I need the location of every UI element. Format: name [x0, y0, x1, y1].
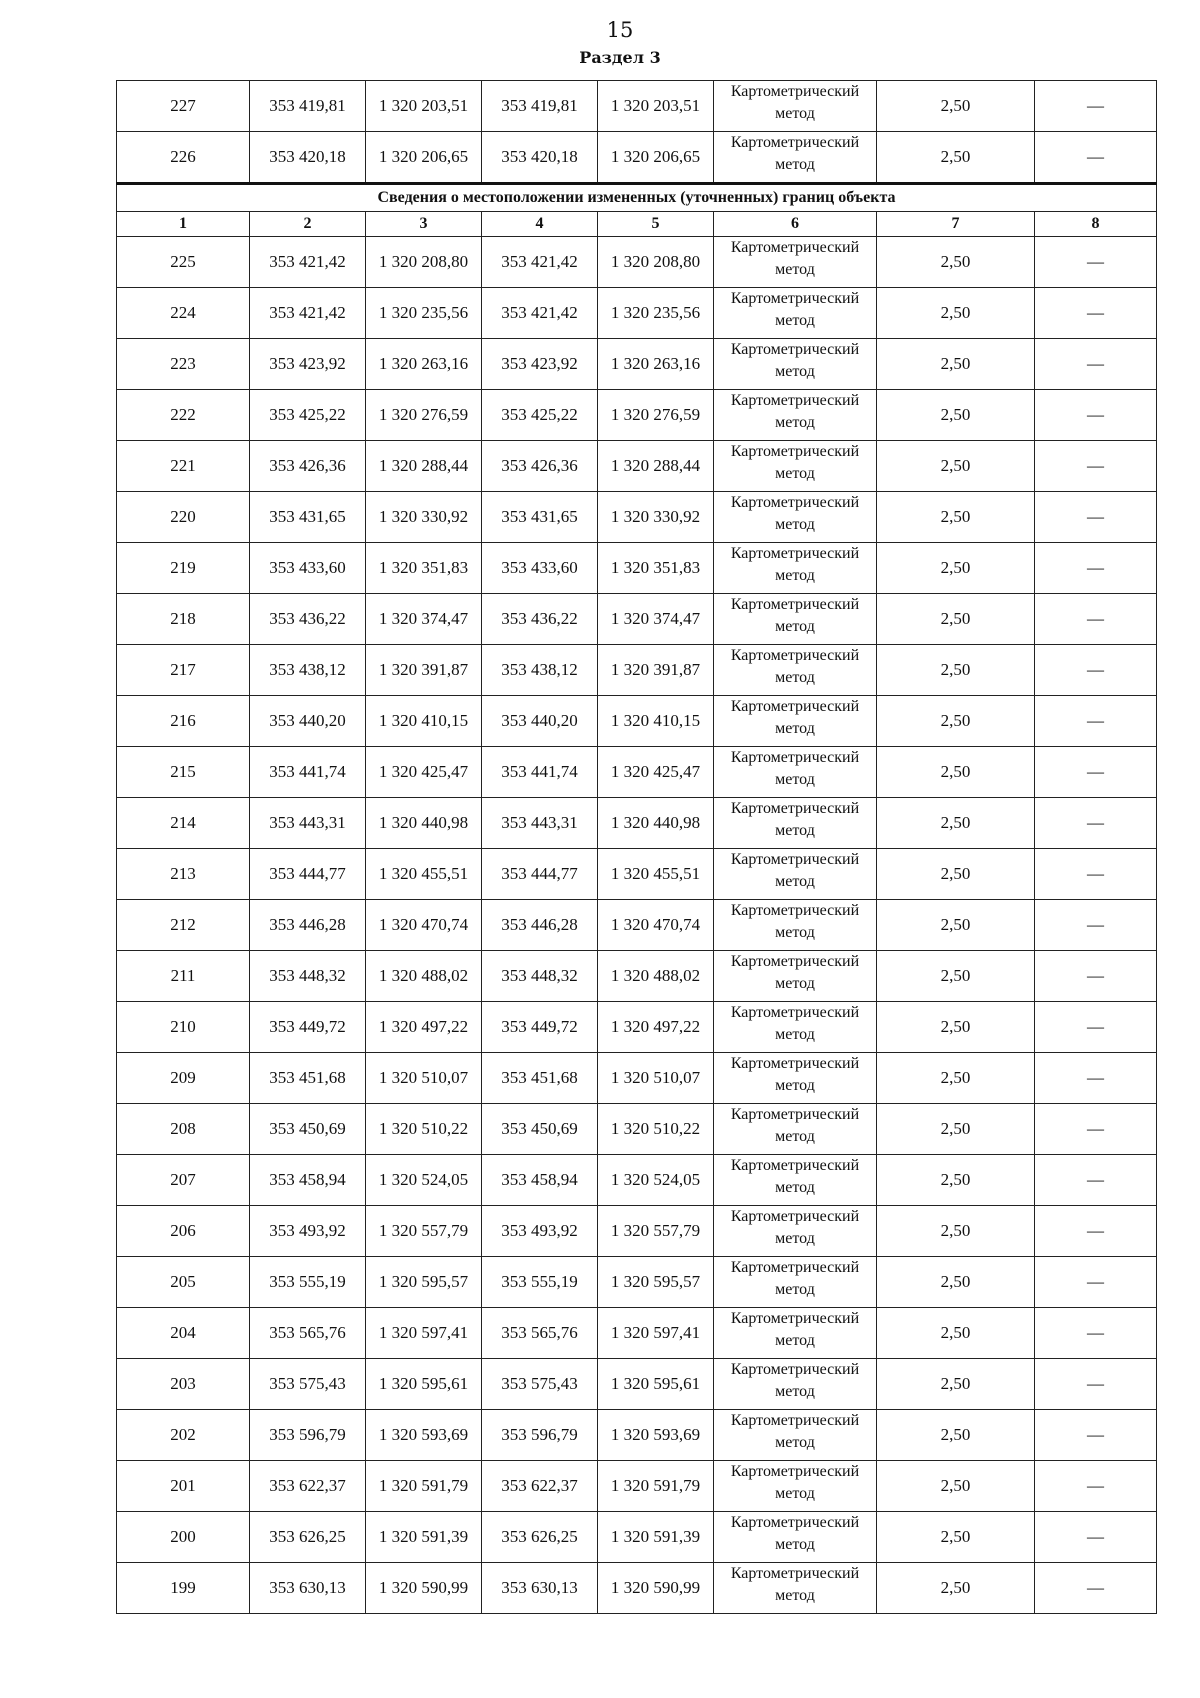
accuracy-cell: 2,50 [877, 339, 1035, 390]
existing-y-cell: 1 320 351,83 [366, 543, 482, 594]
existing-x-cell: 353 423,92 [250, 339, 366, 390]
description-cell: — [1035, 543, 1157, 594]
updated-y-cell: 1 320 455,51 [598, 849, 714, 900]
description-cell: — [1035, 1461, 1157, 1512]
method-cell: Картометрический метод [714, 1257, 877, 1308]
existing-y-cell: 1 320 455,51 [366, 849, 482, 900]
updated-x-cell: 353 458,94 [482, 1155, 598, 1206]
updated-x-cell: 353 419,81 [482, 81, 598, 132]
description-cell: — [1035, 951, 1157, 1002]
description-cell: — [1035, 1308, 1157, 1359]
previous-section-rows [117, 81, 1157, 184]
description-cell: — [1035, 798, 1157, 849]
description-cell: — [1035, 390, 1157, 441]
existing-x-cell: 353 449,72 [250, 1002, 366, 1053]
updated-y-cell: 1 320 470,74 [598, 900, 714, 951]
table-row [117, 132, 1157, 184]
description-cell: — [1035, 900, 1157, 951]
point-number-cell: 207 [117, 1155, 250, 1206]
accuracy-cell: 2,50 [877, 81, 1035, 132]
method-cell: Картометрический метод [714, 798, 877, 849]
accuracy-cell: 2,50 [877, 1206, 1035, 1257]
table-row [117, 1461, 1157, 1512]
accuracy-cell: 2,50 [877, 747, 1035, 798]
table-row [117, 951, 1157, 1002]
existing-y-cell: 1 320 203,51 [366, 81, 482, 132]
existing-x-cell: 353 431,65 [250, 492, 366, 543]
updated-x-cell: 353 444,77 [482, 849, 598, 900]
updated-x-cell: 353 575,43 [482, 1359, 598, 1410]
accuracy-cell: 2,50 [877, 951, 1035, 1002]
table-row [117, 288, 1157, 339]
table-row [117, 1512, 1157, 1563]
updated-x-cell: 353 448,32 [482, 951, 598, 1002]
existing-y-cell: 1 320 597,41 [366, 1308, 482, 1359]
description-cell: — [1035, 1359, 1157, 1410]
description-cell: — [1035, 81, 1157, 132]
method-cell: Картометрический метод [714, 696, 877, 747]
existing-x-cell: 353 426,36 [250, 441, 366, 492]
updated-y-cell: 1 320 203,51 [598, 81, 714, 132]
accuracy-cell: 2,50 [877, 492, 1035, 543]
accuracy-cell: 2,50 [877, 1563, 1035, 1614]
description-cell: — [1035, 1257, 1157, 1308]
table-row [117, 798, 1157, 849]
accuracy-cell: 2,50 [877, 594, 1035, 645]
point-number-cell: 221 [117, 441, 250, 492]
existing-x-cell: 353 626,25 [250, 1512, 366, 1563]
method-cell: Картометрический метод [714, 1053, 877, 1104]
updated-y-cell: 1 320 351,83 [598, 543, 714, 594]
existing-x-cell: 353 451,68 [250, 1053, 366, 1104]
method-cell: Картометрический метод [714, 1206, 877, 1257]
updated-x-cell: 353 441,74 [482, 747, 598, 798]
existing-y-cell: 1 320 595,61 [366, 1359, 482, 1410]
table-row [117, 1155, 1157, 1206]
existing-x-cell: 353 425,22 [250, 390, 366, 441]
updated-x-cell: 353 443,31 [482, 798, 598, 849]
table-row [117, 1359, 1157, 1410]
updated-y-cell: 1 320 206,65 [598, 132, 714, 184]
column-number: 7 [877, 212, 1035, 237]
existing-x-cell: 353 448,32 [250, 951, 366, 1002]
point-number-cell: 216 [117, 696, 250, 747]
updated-x-cell: 353 451,68 [482, 1053, 598, 1104]
section-heading-block [117, 184, 1157, 237]
table-row [117, 492, 1157, 543]
point-number-cell: 205 [117, 1257, 250, 1308]
column-numbers-row [117, 212, 1157, 237]
existing-y-cell: 1 320 440,98 [366, 798, 482, 849]
column-number: 1 [117, 212, 250, 237]
point-number-cell: 209 [117, 1053, 250, 1104]
table-row [117, 81, 1157, 132]
table-row [117, 645, 1157, 696]
table-row [117, 1053, 1157, 1104]
updated-x-cell: 353 438,12 [482, 645, 598, 696]
column-number: 2 [250, 212, 366, 237]
description-cell: — [1035, 645, 1157, 696]
existing-y-cell: 1 320 410,15 [366, 696, 482, 747]
existing-x-cell: 353 493,92 [250, 1206, 366, 1257]
table-row [117, 441, 1157, 492]
updated-x-cell: 353 431,65 [482, 492, 598, 543]
table-row [117, 390, 1157, 441]
accuracy-cell: 2,50 [877, 1155, 1035, 1206]
method-cell: Картометрический метод [714, 1359, 877, 1410]
column-number: 3 [366, 212, 482, 237]
method-cell: Картометрический метод [714, 1410, 877, 1461]
existing-y-cell: 1 320 595,57 [366, 1257, 482, 1308]
table-row [117, 237, 1157, 288]
existing-y-cell: 1 320 263,16 [366, 339, 482, 390]
table-row [117, 339, 1157, 390]
method-cell: Картометрический метод [714, 645, 877, 696]
updated-x-cell: 353 565,76 [482, 1308, 598, 1359]
point-number-cell: 225 [117, 237, 250, 288]
updated-x-cell: 353 446,28 [482, 900, 598, 951]
table-row [117, 1563, 1157, 1614]
method-cell: Картометрический метод [714, 849, 877, 900]
updated-y-cell: 1 320 597,41 [598, 1308, 714, 1359]
updated-y-cell: 1 320 374,47 [598, 594, 714, 645]
existing-x-cell: 353 458,94 [250, 1155, 366, 1206]
existing-y-cell: 1 320 557,79 [366, 1206, 482, 1257]
existing-y-cell: 1 320 593,69 [366, 1410, 482, 1461]
point-number-cell: 214 [117, 798, 250, 849]
existing-x-cell: 353 565,76 [250, 1308, 366, 1359]
point-number-cell: 211 [117, 951, 250, 1002]
accuracy-cell: 2,50 [877, 1359, 1035, 1410]
accuracy-cell: 2,50 [877, 1512, 1035, 1563]
updated-y-cell: 1 320 595,61 [598, 1359, 714, 1410]
method-cell: Картометрический метод [714, 288, 877, 339]
method-cell: Картометрический метод [714, 543, 877, 594]
coordinates-table [116, 80, 1157, 1614]
existing-y-cell: 1 320 288,44 [366, 441, 482, 492]
accuracy-cell: 2,50 [877, 237, 1035, 288]
updated-x-cell: 353 426,36 [482, 441, 598, 492]
updated-y-cell: 1 320 488,02 [598, 951, 714, 1002]
existing-x-cell: 353 433,60 [250, 543, 366, 594]
accuracy-cell: 2,50 [877, 1257, 1035, 1308]
point-number-cell: 227 [117, 81, 250, 132]
updated-x-cell: 353 626,25 [482, 1512, 598, 1563]
method-cell: Картометрический метод [714, 1104, 877, 1155]
description-cell: — [1035, 1053, 1157, 1104]
table-row [117, 1308, 1157, 1359]
description-cell: — [1035, 492, 1157, 543]
point-number-cell: 226 [117, 132, 250, 184]
page-number: 15 [606, 18, 634, 42]
description-cell: — [1035, 288, 1157, 339]
column-number: 8 [1035, 212, 1157, 237]
existing-y-cell: 1 320 510,22 [366, 1104, 482, 1155]
updated-x-cell: 353 450,69 [482, 1104, 598, 1155]
description-cell: — [1035, 237, 1157, 288]
description-cell: — [1035, 1512, 1157, 1563]
accuracy-cell: 2,50 [877, 900, 1035, 951]
updated-y-cell: 1 320 288,44 [598, 441, 714, 492]
point-number-cell: 202 [117, 1410, 250, 1461]
method-cell: Картометрический метод [714, 900, 877, 951]
existing-x-cell: 353 438,12 [250, 645, 366, 696]
description-cell: — [1035, 849, 1157, 900]
point-number-cell: 212 [117, 900, 250, 951]
point-number-cell: 215 [117, 747, 250, 798]
updated-y-cell: 1 320 440,98 [598, 798, 714, 849]
existing-y-cell: 1 320 374,47 [366, 594, 482, 645]
column-number: 5 [598, 212, 714, 237]
method-cell: Картометрический метод [714, 1461, 877, 1512]
point-number-cell: 201 [117, 1461, 250, 1512]
point-number-cell: 217 [117, 645, 250, 696]
section-heading: Сведения о местоположении измененных (уточненных) границ объекта [117, 184, 1157, 212]
updated-y-cell: 1 320 557,79 [598, 1206, 714, 1257]
updated-x-cell: 353 420,18 [482, 132, 598, 184]
updated-y-cell: 1 320 391,87 [598, 645, 714, 696]
accuracy-cell: 2,50 [877, 132, 1035, 184]
accuracy-cell: 2,50 [877, 288, 1035, 339]
table-row [117, 849, 1157, 900]
existing-y-cell: 1 320 235,56 [366, 288, 482, 339]
boundary-points-rows [117, 237, 1157, 1614]
accuracy-cell: 2,50 [877, 1053, 1035, 1104]
point-number-cell: 208 [117, 1104, 250, 1155]
existing-y-cell: 1 320 497,22 [366, 1002, 482, 1053]
existing-y-cell: 1 320 590,99 [366, 1563, 482, 1614]
point-number-cell: 219 [117, 543, 250, 594]
existing-y-cell: 1 320 276,59 [366, 390, 482, 441]
description-cell: — [1035, 1104, 1157, 1155]
existing-x-cell: 353 555,19 [250, 1257, 366, 1308]
description-cell: — [1035, 1206, 1157, 1257]
description-cell: — [1035, 1563, 1157, 1614]
updated-y-cell: 1 320 524,05 [598, 1155, 714, 1206]
accuracy-cell: 2,50 [877, 441, 1035, 492]
existing-y-cell: 1 320 510,07 [366, 1053, 482, 1104]
existing-x-cell: 353 450,69 [250, 1104, 366, 1155]
accuracy-cell: 2,50 [877, 645, 1035, 696]
accuracy-cell: 2,50 [877, 798, 1035, 849]
method-cell: Картометрический метод [714, 339, 877, 390]
method-cell: Картометрический метод [714, 81, 877, 132]
description-cell: — [1035, 594, 1157, 645]
section-title: Раздел 3 [579, 48, 661, 67]
method-cell: Картометрический метод [714, 390, 877, 441]
updated-y-cell: 1 320 425,47 [598, 747, 714, 798]
existing-x-cell: 353 575,43 [250, 1359, 366, 1410]
updated-y-cell: 1 320 497,22 [598, 1002, 714, 1053]
description-cell: — [1035, 1002, 1157, 1053]
updated-y-cell: 1 320 591,79 [598, 1461, 714, 1512]
updated-x-cell: 353 449,72 [482, 1002, 598, 1053]
existing-x-cell: 353 622,37 [250, 1461, 366, 1512]
existing-x-cell: 353 630,13 [250, 1563, 366, 1614]
description-cell: — [1035, 132, 1157, 184]
updated-x-cell: 353 596,79 [482, 1410, 598, 1461]
point-number-cell: 203 [117, 1359, 250, 1410]
updated-y-cell: 1 320 276,59 [598, 390, 714, 441]
existing-y-cell: 1 320 591,39 [366, 1512, 482, 1563]
description-cell: — [1035, 1410, 1157, 1461]
existing-x-cell: 353 444,77 [250, 849, 366, 900]
table-row [117, 543, 1157, 594]
table-row [117, 1002, 1157, 1053]
point-number-cell: 224 [117, 288, 250, 339]
existing-y-cell: 1 320 206,65 [366, 132, 482, 184]
method-cell: Картометрический метод [714, 747, 877, 798]
table-row [117, 1410, 1157, 1461]
method-cell: Картометрический метод [714, 594, 877, 645]
updated-y-cell: 1 320 510,07 [598, 1053, 714, 1104]
updated-x-cell: 353 421,42 [482, 288, 598, 339]
existing-y-cell: 1 320 425,47 [366, 747, 482, 798]
updated-x-cell: 353 421,42 [482, 237, 598, 288]
updated-x-cell: 353 436,22 [482, 594, 598, 645]
existing-y-cell: 1 320 470,74 [366, 900, 482, 951]
method-cell: Картометрический метод [714, 441, 877, 492]
point-number-cell: 206 [117, 1206, 250, 1257]
description-cell: — [1035, 747, 1157, 798]
method-cell: Картометрический метод [714, 1512, 877, 1563]
updated-y-cell: 1 320 591,39 [598, 1512, 714, 1563]
accuracy-cell: 2,50 [877, 1104, 1035, 1155]
existing-x-cell: 353 596,79 [250, 1410, 366, 1461]
updated-y-cell: 1 320 595,57 [598, 1257, 714, 1308]
column-number: 4 [482, 212, 598, 237]
existing-y-cell: 1 320 330,92 [366, 492, 482, 543]
updated-y-cell: 1 320 208,80 [598, 237, 714, 288]
accuracy-cell: 2,50 [877, 696, 1035, 747]
accuracy-cell: 2,50 [877, 543, 1035, 594]
column-number: 6 [714, 212, 877, 237]
point-number-cell: 204 [117, 1308, 250, 1359]
existing-x-cell: 353 436,22 [250, 594, 366, 645]
updated-x-cell: 353 493,92 [482, 1206, 598, 1257]
existing-x-cell: 353 420,18 [250, 132, 366, 184]
description-cell: — [1035, 696, 1157, 747]
method-cell: Картометрический метод [714, 951, 877, 1002]
updated-y-cell: 1 320 235,56 [598, 288, 714, 339]
point-number-cell: 220 [117, 492, 250, 543]
existing-x-cell: 353 421,42 [250, 237, 366, 288]
table-row [117, 747, 1157, 798]
point-number-cell: 213 [117, 849, 250, 900]
existing-x-cell: 353 441,74 [250, 747, 366, 798]
accuracy-cell: 2,50 [877, 1461, 1035, 1512]
accuracy-cell: 2,50 [877, 1308, 1035, 1359]
updated-y-cell: 1 320 263,16 [598, 339, 714, 390]
updated-y-cell: 1 320 593,69 [598, 1410, 714, 1461]
description-cell: — [1035, 339, 1157, 390]
updated-y-cell: 1 320 330,92 [598, 492, 714, 543]
table-row [117, 900, 1157, 951]
point-number-cell: 210 [117, 1002, 250, 1053]
existing-y-cell: 1 320 391,87 [366, 645, 482, 696]
existing-y-cell: 1 320 591,79 [366, 1461, 482, 1512]
method-cell: Картометрический метод [714, 1563, 877, 1614]
description-cell: — [1035, 1155, 1157, 1206]
updated-y-cell: 1 320 510,22 [598, 1104, 714, 1155]
existing-y-cell: 1 320 208,80 [366, 237, 482, 288]
section-heading-row [117, 184, 1157, 212]
method-cell: Картометрический метод [714, 1155, 877, 1206]
accuracy-cell: 2,50 [877, 1002, 1035, 1053]
description-cell: — [1035, 441, 1157, 492]
updated-y-cell: 1 320 590,99 [598, 1563, 714, 1614]
point-number-cell: 218 [117, 594, 250, 645]
existing-x-cell: 353 446,28 [250, 900, 366, 951]
table-row [117, 696, 1157, 747]
updated-x-cell: 353 425,22 [482, 390, 598, 441]
updated-x-cell: 353 440,20 [482, 696, 598, 747]
point-number-cell: 200 [117, 1512, 250, 1563]
updated-x-cell: 353 630,13 [482, 1563, 598, 1614]
table-row [117, 1257, 1157, 1308]
existing-x-cell: 353 421,42 [250, 288, 366, 339]
table-row [117, 594, 1157, 645]
accuracy-cell: 2,50 [877, 849, 1035, 900]
table-row [117, 1206, 1157, 1257]
accuracy-cell: 2,50 [877, 1410, 1035, 1461]
method-cell: Картометрический метод [714, 1308, 877, 1359]
method-cell: Картометрический метод [714, 1002, 877, 1053]
method-cell: Картометрический метод [714, 132, 877, 184]
method-cell: Картометрический метод [714, 492, 877, 543]
point-number-cell: 223 [117, 339, 250, 390]
existing-x-cell: 353 443,31 [250, 798, 366, 849]
updated-y-cell: 1 320 410,15 [598, 696, 714, 747]
existing-y-cell: 1 320 488,02 [366, 951, 482, 1002]
updated-x-cell: 353 423,92 [482, 339, 598, 390]
existing-x-cell: 353 419,81 [250, 81, 366, 132]
table-row [117, 1104, 1157, 1155]
point-number-cell: 199 [117, 1563, 250, 1614]
method-cell: Картометрический метод [714, 237, 877, 288]
updated-x-cell: 353 622,37 [482, 1461, 598, 1512]
accuracy-cell: 2,50 [877, 390, 1035, 441]
existing-y-cell: 1 320 524,05 [366, 1155, 482, 1206]
point-number-cell: 222 [117, 390, 250, 441]
existing-x-cell: 353 440,20 [250, 696, 366, 747]
updated-x-cell: 353 433,60 [482, 543, 598, 594]
updated-x-cell: 353 555,19 [482, 1257, 598, 1308]
